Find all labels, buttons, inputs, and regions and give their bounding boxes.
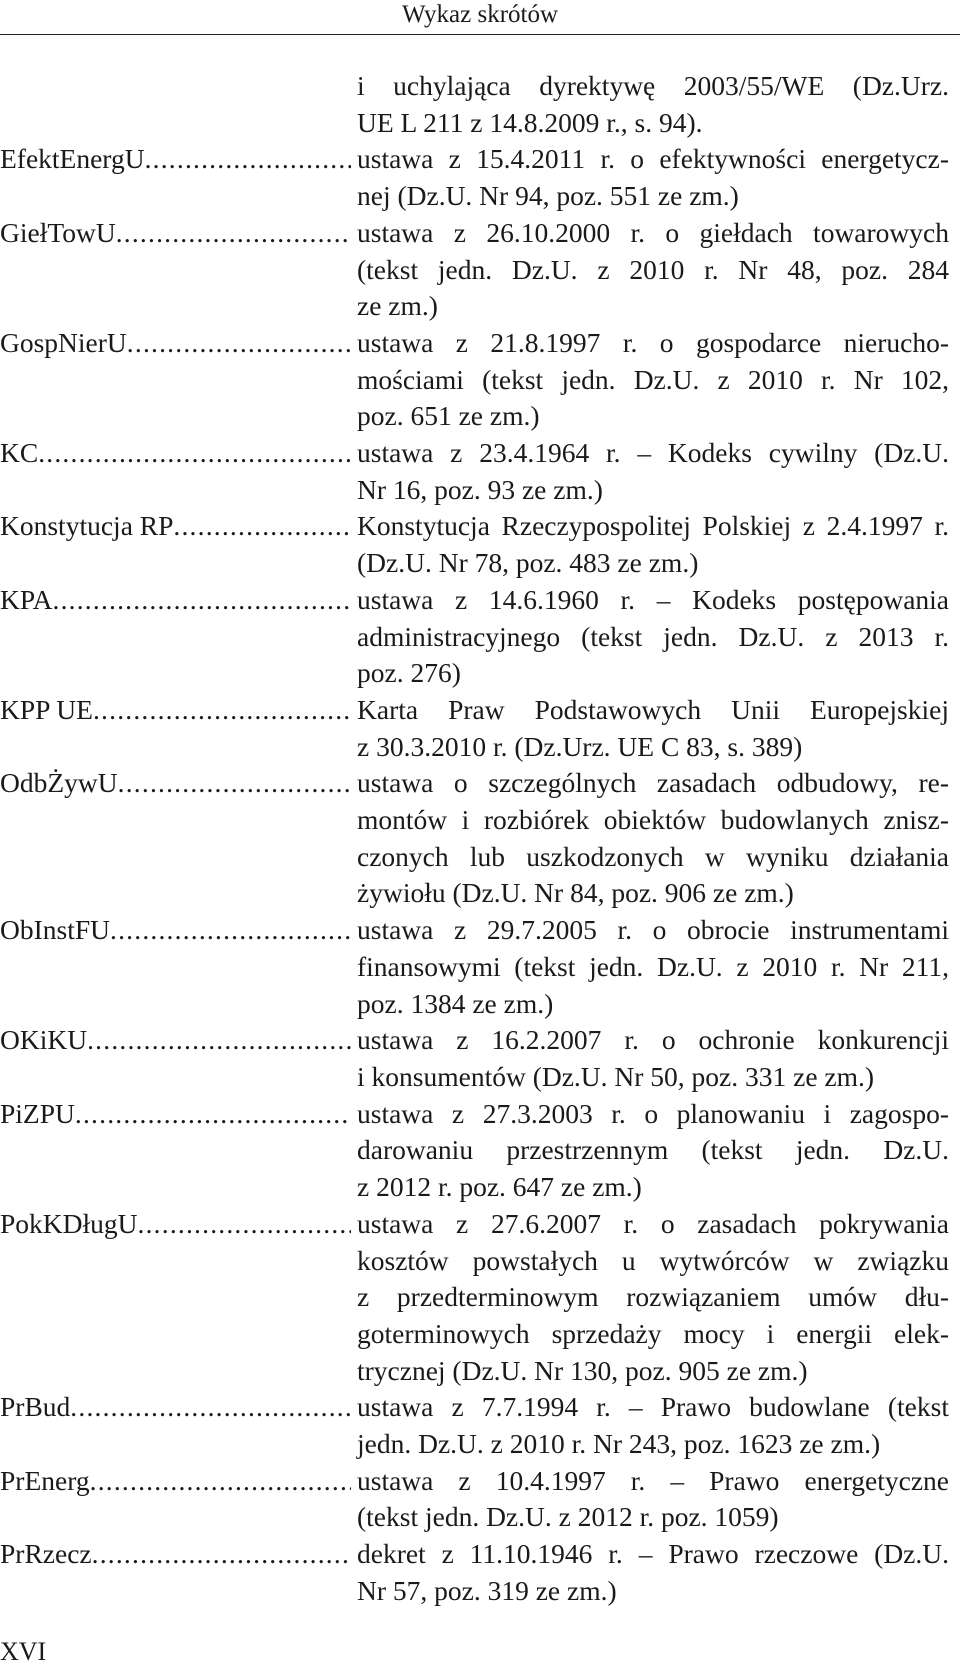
dot-leader (145, 141, 351, 178)
abbreviation-term: EfektEnergU (0, 143, 145, 175)
abbreviation-term-cell (0, 435, 357, 472)
abbreviation-term: GospNierU (0, 326, 127, 358)
dot-leader (87, 1022, 351, 1059)
dot-leader (75, 1096, 351, 1133)
definition-line: żywiołu (Dz.U. Nr 84, poz. 906 ze zm.) (357, 877, 794, 909)
definition-line: ustawa z 27.6.2007 r. o zasadach pokrywania (357, 1207, 949, 1239)
abbreviation-term-cell (0, 508, 357, 545)
dot-leader (53, 582, 352, 619)
definition-line: ustawa z 29.7.2005 r. o obrocie instrumentami (357, 914, 949, 946)
dot-leader (138, 1206, 351, 1243)
abbreviation-definition (357, 215, 949, 325)
definition-line: ustawa z 15.4.2011 r. o efektywności energetycz- (357, 143, 949, 175)
definition-line: Nr 57, poz. 319 ze zm.) (357, 1574, 617, 1606)
definition-line: mościami (tekst jedn. Dz.U. z 2010 r. Nr 102, (357, 363, 949, 395)
abbreviation-definition (357, 1022, 949, 1095)
definition-line: ustawa z 26.10.2000 r. o giełdach towarowych (357, 216, 949, 248)
definition-line: ze zm.) (357, 290, 438, 322)
abbreviation-definition (357, 1206, 949, 1390)
definition-line: z 2012 r. poz. 647 ze zm.) (357, 1171, 642, 1203)
abbreviation-term-cell (0, 582, 357, 619)
abbreviation-term: PrBud (0, 1391, 71, 1423)
abbreviation-term: PiZPU (0, 1097, 75, 1129)
definition-line: poz. 651 ze zm.) (357, 400, 540, 432)
abbreviation-term: PrRzecz (0, 1538, 92, 1570)
definition-line: czonych lub uszkodzonych w wyniku działania (357, 840, 949, 872)
abbreviation-term-cell (0, 692, 357, 729)
definition-line: i konsumentów (Dz.U. Nr 50, poz. 331 ze zm.) (357, 1060, 875, 1092)
abbreviation-term: KPA (0, 583, 53, 615)
abbreviation-term-cell (0, 1206, 357, 1243)
abbreviation-entry (0, 1206, 960, 1390)
definition-line: Karta Praw Podstawowych Unii Europejskiej (357, 693, 949, 725)
dot-leader (90, 1463, 351, 1500)
abbreviation-term: KC (0, 437, 39, 469)
abbreviation-definition (357, 1463, 949, 1536)
definition-line: ustawa z 21.8.1997 r. o gospodarce nierucho- (357, 326, 949, 358)
abbreviation-term: PrEnerg (0, 1464, 90, 1496)
entry-container (0, 141, 960, 1609)
abbreviation-term: KPP UE (0, 693, 93, 725)
abbreviation-definition (357, 1389, 949, 1462)
dot-leader (93, 692, 351, 729)
definition-line: montów i rozbiórek obiektów budowlanych znisz- (357, 804, 949, 836)
abbreviation-term-cell (0, 1389, 357, 1426)
abbreviation-entry (0, 435, 960, 508)
abbreviation-term: PokKDługU (0, 1207, 138, 1239)
abbreviation-entry (0, 325, 960, 435)
header-rule (0, 34, 960, 35)
abbreviation-definition (357, 508, 949, 581)
dot-leader (38, 435, 351, 472)
definition-line: finansowymi (tekst jedn. Dz.U. z 2010 r. Nr 211, (357, 950, 949, 982)
definition-line: ustawa z 10.4.1997 r. – Prawo energetyczne (357, 1464, 949, 1496)
definition-line: ustawa o szczególnych zasadach odbudowy, re- (357, 767, 949, 799)
abbreviation-term-cell (0, 141, 357, 178)
abbreviation-entry (0, 508, 960, 581)
dot-leader (127, 325, 351, 362)
abbreviation-term-cell (0, 912, 357, 949)
definition-line: jedn. Dz.U. z 2010 r. Nr 243, poz. 1623 ze zm.) (357, 1428, 881, 1460)
definition-line: Nr 16, poz. 93 ze zm.) (357, 473, 603, 505)
definition-line: (Dz.U. Nr 78, poz. 483 ze zm.) (357, 547, 699, 579)
abbreviation-term-cell (0, 1096, 357, 1133)
continued-definition (357, 68, 949, 141)
abbreviation-definition (357, 582, 949, 692)
page-number: XVI (0, 1637, 47, 1666)
abbreviation-term-cell (0, 215, 357, 252)
definition-line: ustawa z 14.6.1960 r. – Kodeks postępowania (357, 583, 949, 615)
definition-line: nej (Dz.U. Nr 94, poz. 551 ze zm.) (357, 180, 739, 212)
abbreviation-entry (0, 765, 960, 912)
dot-leader (118, 765, 351, 802)
definition-line: poz. 1384 ze zm.) (357, 987, 554, 1019)
abbreviation-term-cell (0, 765, 357, 802)
definition-line: goterminowych sprzedaży mocy i energii elek- (357, 1317, 949, 1349)
definition-line: poz. 276) (357, 657, 461, 689)
abbreviation-entry (0, 141, 960, 214)
abbreviation-list (0, 68, 960, 1610)
abbreviation-term: GiełTowU (0, 216, 116, 248)
definition-line: ustawa z 27.3.2003 r. o planowaniu i zagospo- (357, 1097, 949, 1129)
abbreviation-term: Konstytucja RP (0, 510, 174, 542)
abbreviation-definition (357, 325, 949, 435)
definition-line: ustawa z 16.2.2007 r. o ochronie konkurencji (357, 1024, 949, 1056)
definition-line: darowaniu przestrzennym (tekst jedn. Dz.U. (357, 1134, 949, 1166)
abbreviation-definition (357, 1536, 949, 1609)
abbreviation-entry (0, 1096, 960, 1206)
abbreviation-entry (0, 1536, 960, 1609)
abbreviation-definition (357, 141, 949, 214)
abbreviation-term-cell (0, 1463, 357, 1500)
dot-leader (116, 215, 351, 252)
dot-leader (110, 912, 351, 949)
abbreviation-term-cell (0, 325, 357, 362)
definition-line: i uchylająca dyrektywę 2003/55/WE (Dz.Urz. (357, 70, 949, 101)
definition-line: UE L 211 z 14.8.2009 r., s. 94). (357, 106, 703, 138)
abbreviation-definition (357, 1096, 949, 1206)
definition-line: Konstytucja Rzeczypospolitej Polskiej z 2.4.1997 r. (357, 510, 949, 542)
definition-line: administracyjnego (tekst jedn. Dz.U. z 2013 r. (357, 620, 949, 652)
definition-line: (tekst jedn. Dz.U. z 2012 r. poz. 1059) (357, 1501, 779, 1533)
abbreviation-term: OdbŻywU (0, 767, 118, 799)
dot-leader (173, 508, 351, 545)
abbreviation-entry (0, 692, 960, 765)
abbreviation-definition (357, 912, 949, 1022)
abbreviation-entry (0, 1463, 960, 1536)
definition-line: ustawa z 23.4.1964 r. – Kodeks cywilny (Dz.U. (357, 437, 949, 469)
definition-line: trycznej (Dz.U. Nr 130, poz. 905 ze zm.) (357, 1354, 808, 1386)
dot-leader (92, 1536, 351, 1573)
definition-line: kosztów powstałych u wytwórców w związku (357, 1244, 949, 1276)
abbreviation-entry (0, 912, 960, 1022)
abbreviation-entry (0, 582, 960, 692)
definition-line: ustawa z 7.7.1994 r. – Prawo budowlane (tekst (357, 1391, 949, 1423)
dot-leader (70, 1389, 351, 1426)
abbreviation-definition (357, 765, 949, 912)
abbreviation-term: OKiKU (0, 1024, 88, 1056)
abbreviation-definition (357, 435, 949, 508)
definition-line: z przedterminowym rozwiązaniem umów dłu- (357, 1281, 949, 1313)
abbreviation-entry (0, 1022, 960, 1095)
running-head: Wykaz skrótów (401, 1, 559, 28)
abbreviation-term-cell (0, 1536, 357, 1573)
abbreviation-entry (0, 215, 960, 325)
definition-line: (tekst jedn. Dz.U. z 2010 r. Nr 48, poz. 284 (357, 253, 949, 285)
abbreviation-entry (0, 1389, 960, 1462)
abbreviation-term: ObInstFU (0, 914, 111, 946)
definition-line: z 30.3.2010 r. (Dz.Urz. UE C 83, s. 389) (357, 730, 803, 762)
abbreviation-term-cell (0, 1022, 357, 1059)
definition-line: dekret z 11.10.1946 r. – Prawo rzeczowe (Dz.U. (357, 1538, 949, 1570)
abbreviation-definition (357, 692, 949, 765)
